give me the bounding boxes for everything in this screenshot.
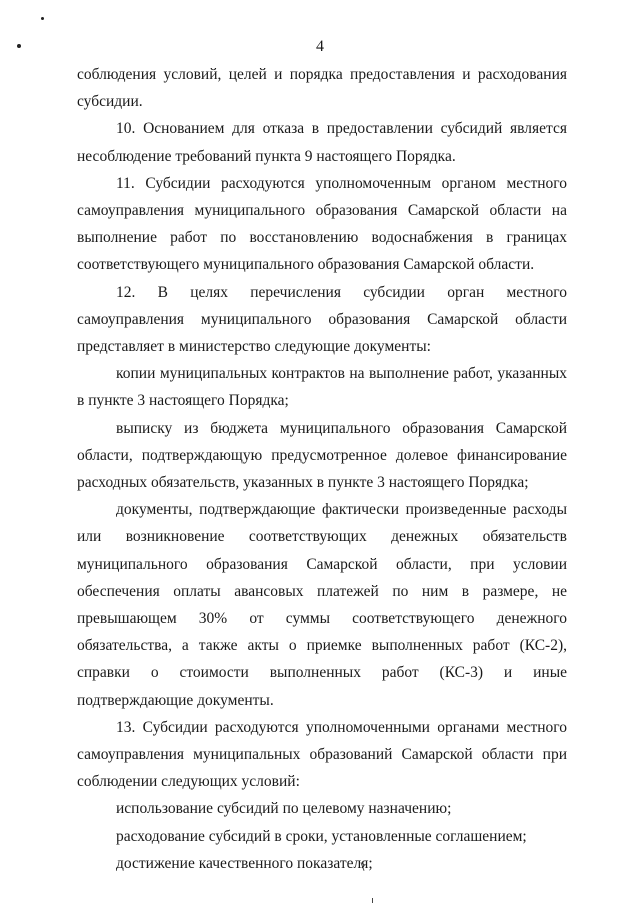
condition-item: расходование субсидий в сроки, установленные соглашением; — [116, 827, 527, 845]
scan-speck — [372, 898, 373, 903]
paragraph-continuation: соблюдения условий, целей и порядка предоставления и расходования субсидии. — [77, 66, 567, 111]
page-number: 4 — [316, 38, 324, 55]
condition-item: использование субсидий по целевому назначению; — [116, 800, 452, 818]
condition-item: достижение качественного показателя; — [116, 854, 373, 872]
list-item-expense-documents: документы, подтверждающие фактически произведенные расходы или возникновение соответствующих денежных обязательств муниципального образования Самарской области, при условии обеспечения оплаты авансовых платежей по ним в размере, не превышающем 30% от суммы соответствующего денежного обязательства, а также акты о приемке выполненных работ (КС-2), справки о стоимости выполненных работ (КС-3) и иные подтверждающие документы. — [77, 501, 567, 709]
list-item-budget-extract: выписку из бюджета муниципального образования Самарской области, подтверждающую предусмотренное долевое финансирование расходных обязательств, указанных в пункте 3 настоящего Порядка; — [77, 419, 567, 492]
paragraph-item-12: 12. В целях перечисления субсидии орган местного самоуправления муниципального образования Самарской области представляет в министерство следующие документы: — [77, 283, 567, 356]
paragraph-item-10: 10. Основанием для отказа в предоставлении субсидий является несоблюдение требований пункта 9 настоящего Порядка. — [77, 120, 567, 165]
scan-speck — [41, 17, 44, 20]
document-body — [77, 61, 567, 877]
paragraph-item-11: 11. Субсидии расходуются уполномоченным органом местного самоуправления муниципального образования Самарской области на выполнение работ по восстановлению водоснабжения в границах соответствующего муниципального образования Самарской области. — [77, 174, 567, 274]
paragraph-item-13: 13. Субсидии расходуются уполномоченными органами местного самоуправления муниципальных образований Самарской области при соблюдении следующих условий: — [77, 718, 567, 791]
list-item-contracts: копии муниципальных контрактов на выполнение работ, указанных в пункте 3 настоящего Порядка; — [77, 365, 567, 410]
